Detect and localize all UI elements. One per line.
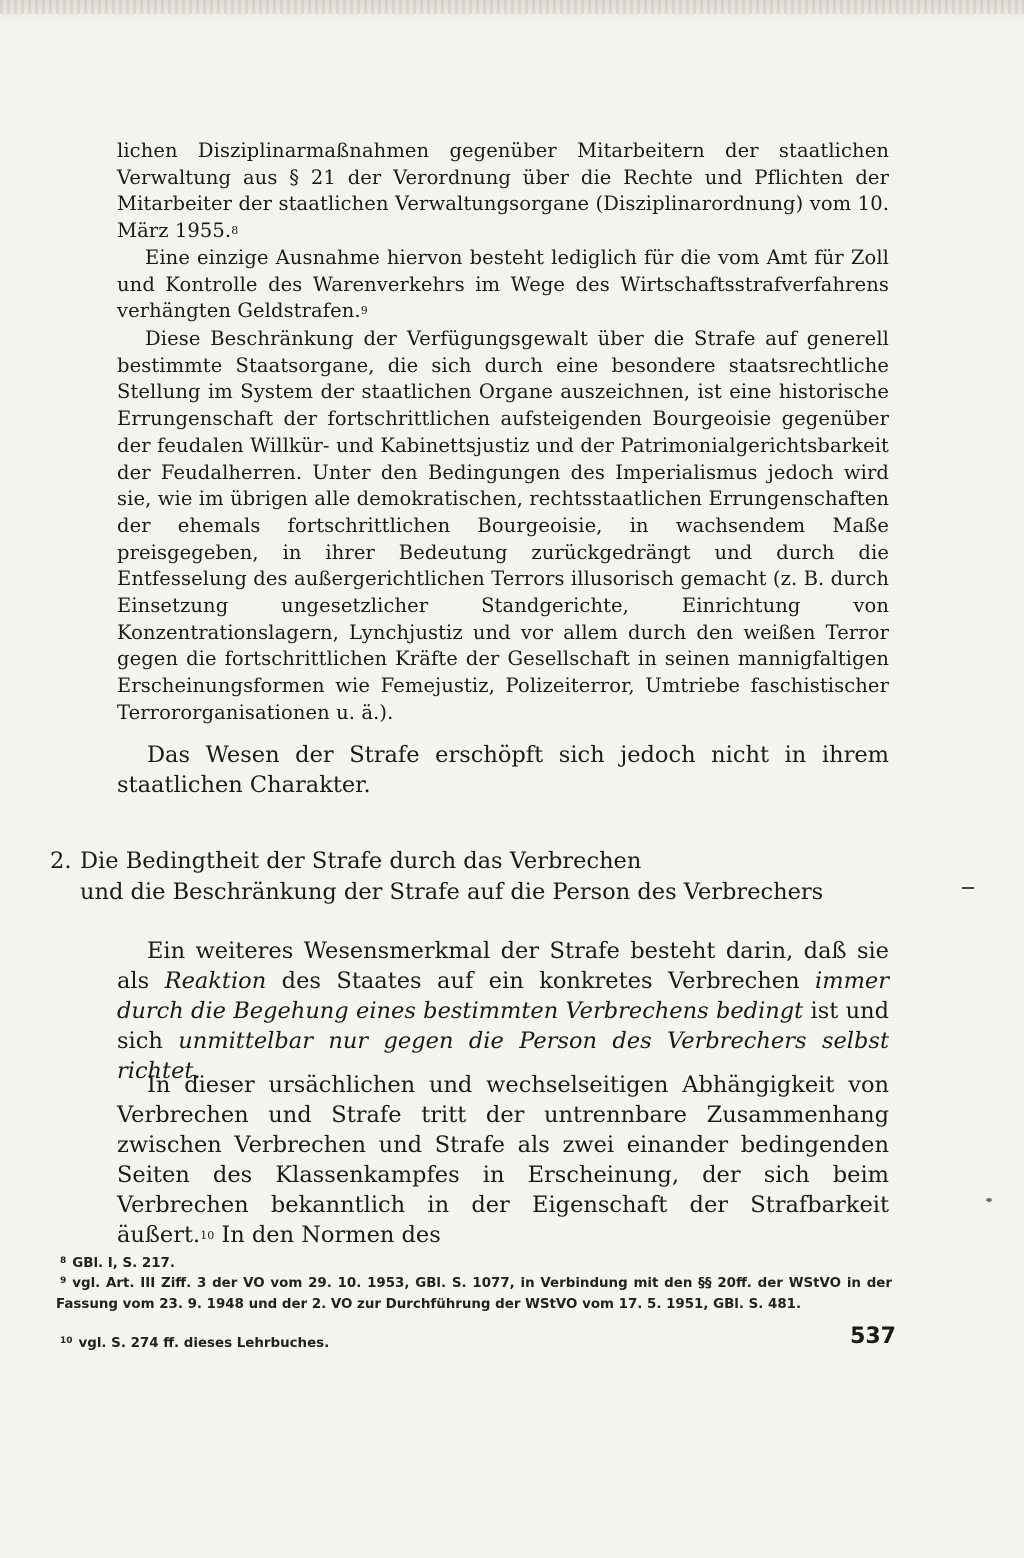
margin-mark	[962, 887, 974, 889]
section-title-line-1: Die Bedingtheit der Strafe durch das Verbrechen	[80, 848, 642, 874]
paragraph-text: In dieser ursächlichen und wechselseitigen Abhängigkeit von Verbrechen und Strafe tritt der untrennbare Zusammenhang zwischen Verbrechen und Strafe als zwei einander bedingenden Seiten des Klassenkampfes in Erscheinung, der sich beim Verbrechen bekanntlich in der Eigenschaft der Strafbarkeit äußert.	[117, 1072, 889, 1248]
paragraph-text: lichen Disziplinarmaßnahmen gegenüber Mitarbeitern der staatlichen Verwaltung aus § 21 der Verordnung über die Rechte und Pflichten der Mitarbeiter der staatlichen Verwaltungsorgane (Disziplinarordnung) vom 10. März 1955.	[117, 139, 889, 243]
paragraph-causality	[117, 1070, 889, 1250]
paragraph-text: Diese Beschränkung der Verfügungsgewalt über die Strafe auf generell bestimmte Staatsorgane, die sich durch eine besondere staatsrechtliche Stellung im System der staatlichen Organe auszeichnen, ist eine historische Errungenschaft der fortschrittlichen aufsteigenden Bourgeoisie gegenüber der feudalen Willkür- und Kabinettsjustiz und der Patrimonialgerichtsbarkeit der Feudalherren. Unter den Bedingungen des Imperialismus jedoch wird sie, wie im übrigen alle demokratischen, rechtsstaatlichen Errungenschaften der ehemals fortschrittlichen Bourgeoisie, in wachsendem Maße preisgegeben, in ihrer Bedeutung zurückgedrängt und durch die Entfesselung des außergerichtlichen Terrors illusorisch gemacht (z. B. durch Einsetzung ungesetzlicher Standgerichte, Einrichtung von Konzentrationslagern, Lynchjustiz und vor allem durch den weißen Terror gegen die fortschrittlichen Kräfte der Gesellschaft in seinen mannigfaltigen Erscheinungsformen wie Femejustiz, Polizeiterror, Umtriebe faschistischer Terrororganisationen u. ä.).	[117, 327, 889, 724]
footnote-9	[56, 1274, 892, 1314]
paragraph-text: Das Wesen der Strafe erschöpft sich jedoch nicht in ihrem staatlichen Charakter.	[117, 742, 889, 798]
footnote-ref-8: 8	[231, 224, 239, 238]
text-run: des Staates auf ein konkretes Verbrechen	[266, 968, 816, 994]
paragraph-exception	[117, 245, 889, 325]
text-run: Ein weiteres Wesensmerkmal der Strafe besteht darin, daß sie als	[117, 938, 889, 994]
paragraph-continuation	[117, 138, 889, 245]
footnote-mark: 10	[60, 1336, 73, 1346]
emphasis-person: unmittelbar nur gegen die Person des Verbrechers selbst richtet.	[117, 1028, 889, 1084]
emphasis-reaktion: Reaktion	[164, 968, 267, 994]
footnote-mark: 8	[60, 1256, 67, 1266]
footnote-text: vgl. Art. III Ziff. 3 der VO vom 29. 10. 1953, GBl. S. 1077, in Verbindung mit den §§ 20ff. der WStVO in der Fassung vom 23. 9. 1948 und der 2. VO zur Durchführung der WStVO vom 17. 5. 1951, GBl. S. 481.	[56, 1276, 892, 1312]
paragraph-text-end: In den Normen des	[214, 1222, 441, 1248]
text-run: ist und sich	[117, 998, 889, 1054]
section-title-line-2: und die Beschränkung der Strafe auf die Person des Verbrechers	[80, 879, 824, 905]
paragraph-essence	[117, 740, 889, 800]
footnote-ref-9: 9	[360, 304, 368, 318]
section-heading	[50, 846, 870, 908]
footnote-ref-10: 10	[200, 1229, 215, 1242]
paper-speck	[986, 1198, 992, 1202]
footnote-text: vgl. S. 274 ff. dieses Lehrbuches.	[78, 1336, 330, 1351]
paragraph-history	[117, 326, 889, 727]
footnote-10	[60, 1334, 896, 1355]
footnote-8	[60, 1254, 896, 1275]
paragraph-text: Eine einzige Ausnahme hiervon besteht lediglich für die vom Amt für Zoll und Kontrolle des Warenverkehrs im Wege des Wirtschaftsstrafverfahrens verhängten Geldstrafen.	[117, 246, 889, 323]
footnote-mark: 9	[60, 1276, 67, 1286]
paragraph-reaction	[117, 936, 889, 1086]
page-number: 537	[850, 1324, 896, 1349]
footnote-text: GBl. I, S. 217.	[72, 1256, 175, 1271]
page-top-edge	[0, 0, 1024, 14]
emphasis-bedingt: immer durch die Begehung eines bestimmten Verbrechens bedingt	[117, 968, 889, 1024]
section-number: 2.	[50, 848, 72, 874]
